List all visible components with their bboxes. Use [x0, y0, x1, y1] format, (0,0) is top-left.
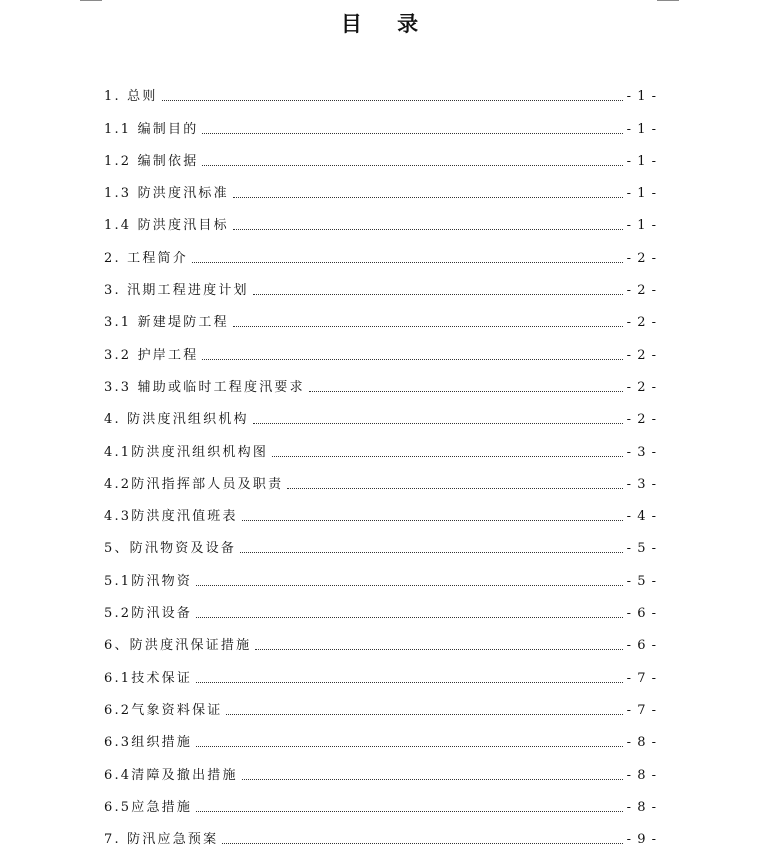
toc-entry[interactable]	[104, 331, 657, 363]
toc-page-number: - 8 -	[626, 799, 657, 815]
toc-dot-leader	[162, 100, 623, 101]
toc-dot-leader	[202, 359, 622, 360]
toc-page-number: - 6 -	[626, 638, 657, 654]
toc-entry-label: 6、防洪度汛保证措施	[104, 638, 252, 654]
toc-dot-leader	[240, 552, 623, 553]
toc-dot-leader	[196, 585, 623, 586]
toc-page-number: - 5 -	[626, 541, 657, 557]
toc-entry[interactable]	[104, 784, 657, 816]
toc-entry-label: 6.4清障及撤出措施	[104, 767, 238, 783]
toc-entry-label: 3.3 辅助或临时工程度汛要求	[104, 379, 305, 395]
toc-entry-label: 6.3组织措施	[104, 735, 193, 751]
toc-page-number: - 2 -	[626, 379, 657, 395]
toc-page-number: - 2 -	[626, 347, 657, 363]
toc-entry[interactable]	[104, 816, 657, 848]
toc-entry[interactable]	[104, 396, 657, 428]
toc-dot-leader	[242, 520, 623, 521]
toc-page-number: - 2 -	[626, 412, 657, 428]
toc-page-number: - 7 -	[626, 670, 657, 686]
toc-entry[interactable]	[104, 234, 657, 266]
toc-entry[interactable]	[104, 105, 657, 137]
toc-entry-label: 3.1 新建堤防工程	[104, 315, 229, 331]
toc-dot-leader	[242, 779, 623, 780]
toc-dot-leader	[272, 456, 623, 457]
toc-entry[interactable]	[104, 622, 657, 654]
toc-page-number: - 8 -	[626, 767, 657, 783]
toc-entry[interactable]	[104, 493, 657, 525]
toc-dot-leader	[309, 391, 623, 392]
toc-entry-label: 1. 总则	[104, 89, 158, 105]
toc-dot-leader	[253, 294, 623, 295]
page-title: 目 录	[340, 12, 433, 36]
toc-page-number: - 2 -	[626, 315, 657, 331]
toc-entry-label: 1.3 防洪度汛标准	[104, 186, 229, 202]
toc-entry-label: 6.5应急措施	[104, 799, 193, 815]
toc-page-number: - 2 -	[626, 250, 657, 266]
toc-entry-label: 5.1防汛物资	[104, 573, 193, 589]
page-corner-mark-left	[80, 0, 102, 1]
toc-entry[interactable]	[104, 170, 657, 202]
toc-page-number: - 5 -	[626, 573, 657, 589]
toc-page-number: - 1 -	[626, 121, 657, 137]
toc-entry[interactable]	[104, 719, 657, 751]
toc-page-number: - 3 -	[626, 444, 657, 460]
toc-page-number: - 4 -	[626, 509, 657, 525]
toc-dot-leader	[196, 746, 623, 747]
toc-dot-leader	[226, 714, 622, 715]
toc-entry-label: 1.1 编制目的	[104, 121, 199, 137]
toc-page-number: - 1 -	[626, 218, 657, 234]
toc-entry-label: 4.3防洪度汛值班表	[104, 509, 238, 525]
toc-dot-leader	[196, 811, 623, 812]
toc-entry-label: 4.2防汛指挥部人员及职责	[104, 476, 284, 492]
toc-dot-leader	[202, 165, 622, 166]
toc-entry-label: 3. 汛期工程进度计划	[104, 283, 249, 299]
toc-entry-label: 6.2气象资料保证	[104, 702, 223, 718]
toc-entry[interactable]	[104, 654, 657, 686]
toc-page-number: - 9 -	[626, 832, 657, 848]
toc-entry[interactable]	[104, 525, 657, 557]
toc-entry-label: 1.2 编制依据	[104, 153, 199, 169]
toc-dot-leader	[192, 262, 623, 263]
toc-entry[interactable]	[104, 138, 657, 170]
toc-entry-label: 4. 防洪度汛组织机构	[104, 412, 249, 428]
toc-entry[interactable]	[104, 590, 657, 622]
toc-page-number: - 1 -	[626, 89, 657, 105]
toc-dot-leader	[196, 682, 623, 683]
toc-entry[interactable]	[104, 299, 657, 331]
toc-entry[interactable]	[104, 557, 657, 589]
toc-entry[interactable]	[104, 461, 657, 493]
toc-entry-label: 7. 防汛应急预案	[104, 832, 219, 848]
toc-entry-label: 1.4 防洪度汛目标	[104, 218, 229, 234]
toc-entry-label: 4.1防洪度汛组织机构图	[104, 444, 269, 460]
toc-entry-label: 3.2 护岸工程	[104, 347, 199, 363]
toc-page-number: - 1 -	[626, 186, 657, 202]
toc-entry[interactable]	[104, 364, 657, 396]
toc-dot-leader	[202, 133, 622, 134]
toc-page-number: - 3 -	[626, 476, 657, 492]
toc-entry[interactable]	[104, 428, 657, 460]
toc-dot-leader	[196, 617, 623, 618]
toc-entry[interactable]	[104, 267, 657, 299]
toc-entry-label: 2. 工程简介	[104, 250, 188, 266]
toc-entry[interactable]	[104, 73, 657, 105]
toc-dot-leader	[255, 649, 622, 650]
toc-page-number: - 6 -	[626, 606, 657, 622]
toc-dot-leader	[233, 197, 623, 198]
toc-dot-leader	[233, 229, 623, 230]
toc-entry-label: 6.1技术保证	[104, 670, 193, 686]
page-corner-mark-right	[657, 0, 679, 1]
toc-dot-leader	[233, 326, 623, 327]
toc-entry[interactable]	[104, 687, 657, 719]
toc-dot-leader	[253, 423, 623, 424]
toc-dot-leader	[287, 488, 622, 489]
toc-entry[interactable]	[104, 202, 657, 234]
toc-entry-label: 5.2防汛设备	[104, 606, 193, 622]
toc-page-number: - 8 -	[626, 735, 657, 751]
toc-page-number: - 7 -	[626, 702, 657, 718]
toc-page-number: - 2 -	[626, 283, 657, 299]
toc-entry-label: 5、防汛物资及设备	[104, 541, 237, 557]
toc-dot-leader	[222, 843, 622, 844]
table-of-contents	[104, 73, 657, 848]
toc-page-number: - 1 -	[626, 153, 657, 169]
toc-entry[interactable]	[104, 751, 657, 783]
